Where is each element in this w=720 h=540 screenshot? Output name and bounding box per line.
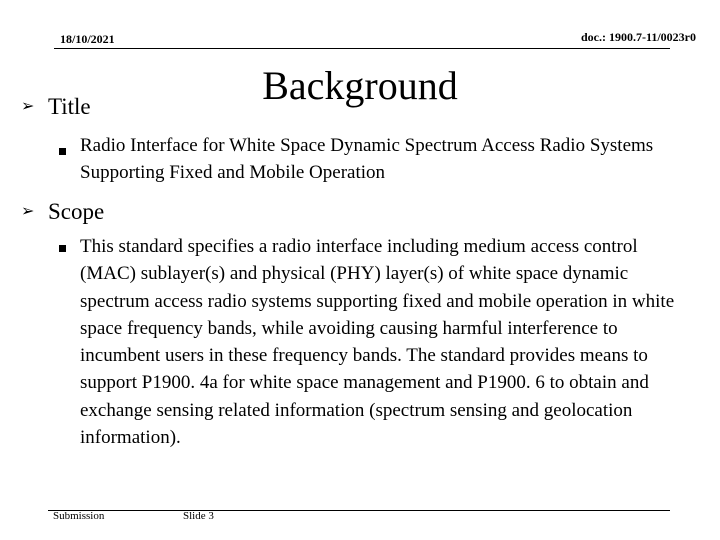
square-bullet-icon: [59, 148, 66, 155]
header-doc-id: doc.: 1900.7-11/0023r0: [581, 30, 696, 44]
header-rule: [54, 48, 670, 49]
bullet-sub-title: Radio Interface for White Space Dynamic Spectrum Access Radio Systems Supporting Fixed and Mobile Operation: [80, 135, 654, 184]
footer-rule: [48, 510, 670, 511]
slide-title: Background: [262, 63, 458, 108]
bullet-heading-title: Title: [48, 94, 91, 119]
footer-slide-number: Slide 3: [183, 510, 214, 522]
arrow-bullet-icon: ➢: [21, 98, 35, 115]
footer-submission: Submission: [53, 510, 105, 522]
header-date: 18/10/2021: [60, 32, 115, 46]
arrow-bullet-icon: ➢: [21, 203, 35, 220]
square-bullet-icon: [59, 245, 66, 252]
bullet-heading-scope: Scope: [48, 199, 105, 224]
bullet-sub-scope: This standard specifies a radio interface including medium access control (MAC) sublayer(s) and physical (PHY) layer(s) of white space dynamic spectrum access radio systems supporting fixed and mobile operation in white space frequency bands, while avoiding causing harmful interference to incumbent users in these frequency bands. The standard provides means to support P1900. 4a for white space management and P1900. 6 to obtain and exchange sensing related information (spectrum sensing and geolocation information).: [80, 236, 675, 449]
